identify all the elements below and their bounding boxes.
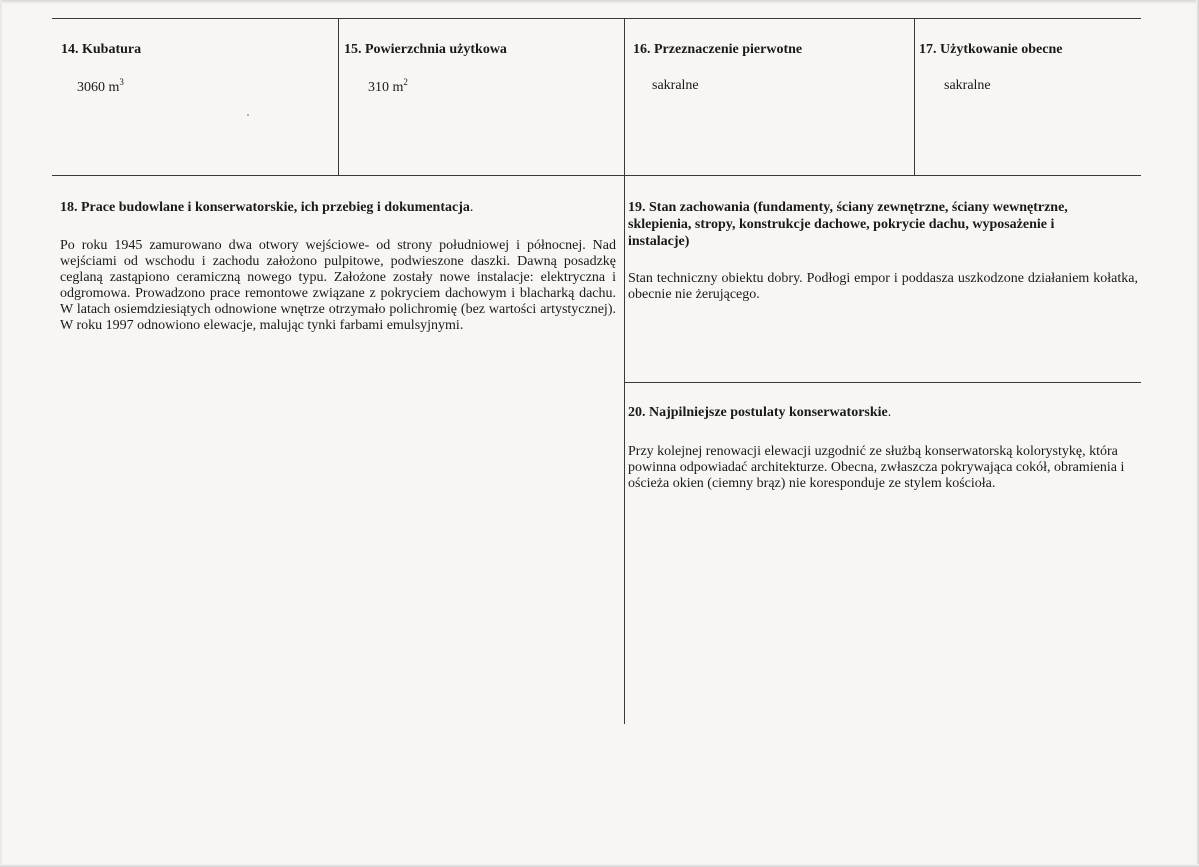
field-18-title-period: . [469, 200, 474, 215]
field-18-title-text: 18. Prace budowlane i konserwatorskie, ich przebieg i dokumentacja [60, 200, 470, 215]
field-18-text: Po roku 1945 zamurowano dwa otwory wejściowe- od strony południowej i północnej. Nad wejściami od wschodu i zachodu założono pulpitowe, podwieszone daszki. Dawną posadzkę ceglaną zastąpiono ceramiczną nowego typu. Założone zostały nowe instalacje: elektryczna i odgromowa. Prowadzono prace remontowe związane z pokryciem dachowym i blacharką dachu. W latach osiemdziesiątych odnowione wnętrze otrzymało polichromię (bez wartości artystycznej). W roku 1997 odnowiono elewacje, malując tynki farbami emulsyjnymi. [60, 238, 616, 333]
scan-speck [247, 114, 249, 116]
field-15-title: 15. Powierzchnia użytkowa [344, 42, 507, 57]
column-divider-15-16 [624, 18, 625, 724]
field-16-title: 16. Przeznaczenie pierwotne [633, 42, 803, 57]
field-19-text: Stan techniczny obiektu dobry. Podłogi empor i poddasza uszkodzone działaniem kołatka, obecnie nie żerującego. [628, 271, 1138, 302]
section-19-20-divider [624, 382, 1141, 383]
column-divider-14-15 [338, 18, 339, 175]
field-20-title-text: 20. Najpilniejsze postulaty konserwatorskie [628, 405, 888, 420]
field-20-text: Przy kolejnej renowacji elewacji uzgodnić ze służbą konserwatorską kolorystykę, która powinna odpowiadać architekturze. Obecna, zwłaszcza pokrywająca cokół, obramienia i ościeża okien (ciemny brąz) nie koresponduje ze stylem kościoła. [628, 444, 1125, 491]
field-20-title-period: . [887, 405, 892, 420]
field-19-title: 19. Stan zachowania (fundamenty, ściany zewnętrzne, ściany wewnętrzne, sklepienia, stropy, konstrukcje dachowe, pokrycie dachu, wyposażenie i instalacje) [628, 200, 1068, 249]
scan-edge-left [0, 0, 2, 867]
field-17-value: sakralne [944, 78, 991, 93]
row-divider-rule [52, 175, 1141, 176]
field-20-title [628, 404, 891, 421]
scan-edge-top [0, 0, 1199, 4]
table-top-rule [52, 18, 1141, 19]
field-18-title [60, 199, 473, 216]
field-14-value [77, 79, 124, 96]
field-16-value: sakralne [652, 78, 699, 93]
field-14-title: 14. Kubatura [61, 42, 142, 57]
field-15-value-text: 310 m [368, 80, 404, 95]
column-divider-16-17 [914, 18, 915, 175]
field-15-value [368, 79, 408, 96]
field-15-unit-exponent: 2 [403, 77, 408, 87]
field-17-title: 17. Użytkowanie obecne [919, 42, 1063, 57]
field-14-value-text: 3060 m [77, 80, 120, 95]
field-14-unit-exponent: 3 [119, 77, 124, 87]
